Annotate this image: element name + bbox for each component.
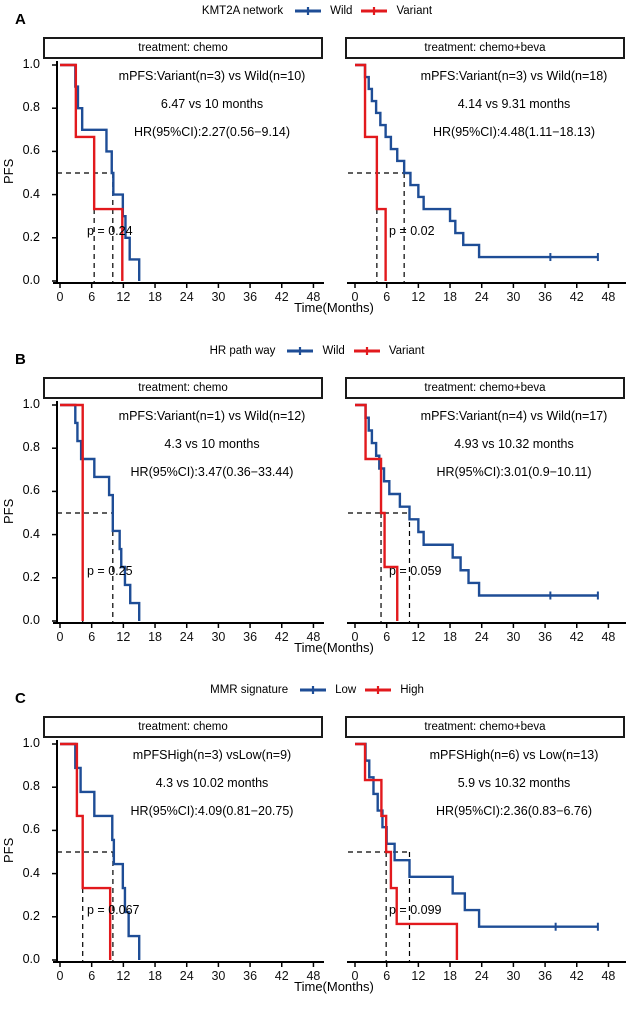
y-tick: 0.4 (22, 527, 40, 541)
svg-text:0: 0 (351, 969, 359, 983)
svg-text:18: 18 (443, 290, 457, 304)
annotation-line: mPFS:Variant(n=1) vs Wild(n=12) (118, 409, 306, 423)
annotation-block (403, 741, 625, 825)
svg-text:30: 30 (211, 290, 226, 304)
svg-text:18: 18 (443, 969, 457, 983)
legend-key-line-icon (352, 345, 382, 357)
annotation-block (101, 402, 323, 486)
x-axis-title: Time(Months) (294, 979, 374, 994)
svg-text:12: 12 (411, 290, 426, 304)
svg-text:12: 12 (116, 290, 131, 304)
svg-text:6: 6 (383, 969, 391, 983)
annotation-line: 4.3 vs 10 months (164, 437, 260, 451)
annotation-line: HR(95%CI):2.36(0.83−6.76) (436, 804, 592, 818)
svg-text:36: 36 (243, 969, 258, 983)
legend-label: High (400, 684, 424, 696)
p-value-label: p = 0.25 (87, 564, 133, 578)
annotation-block (403, 402, 625, 486)
svg-text:36: 36 (243, 630, 258, 644)
km-facet (345, 738, 627, 990)
legend-key-line-icon (293, 5, 323, 17)
legend-key-line-icon (359, 5, 389, 17)
y-tick: 0.8 (22, 440, 40, 454)
y-axis-title: PFS (1, 158, 16, 184)
legend-title: HR path way (209, 345, 276, 357)
y-tick: 0.0 (22, 273, 40, 287)
y-tick: 0.6 (22, 143, 40, 157)
annotation-line: HR(95%CI):4.48(1.11−18.13) (432, 125, 595, 139)
svg-text:18: 18 (148, 290, 162, 304)
y-tick: 1.0 (22, 736, 40, 750)
annotation-line: mPFS:Variant(n=3) vs Wild(n=10) (118, 69, 306, 83)
y-tick: 1.0 (22, 57, 40, 71)
svg-text:24: 24 (179, 630, 194, 644)
annotation-line: mPFS:Variant(n=3) vs Wild(n=18) (420, 69, 608, 83)
legend-key-line-icon (298, 684, 328, 696)
annotation-line: HR(95%CI):4.09(0.81−20.75) (130, 804, 294, 818)
annotation-line: 4.93 vs 10.32 months (454, 437, 574, 451)
svg-text:6: 6 (88, 290, 96, 304)
svg-text:36: 36 (538, 630, 553, 644)
y-tick: 0.0 (22, 952, 40, 966)
panel-b (0, 340, 634, 679)
svg-text:0: 0 (56, 630, 64, 644)
svg-text:24: 24 (474, 630, 489, 644)
km-facet (43, 738, 325, 990)
y-tick: 0.0 (22, 613, 40, 627)
annotation-line: 5.9 vs 10.32 months (457, 776, 571, 790)
facet-strip: treatment: chemo (43, 37, 323, 59)
svg-text:24: 24 (474, 969, 489, 983)
panel-a (0, 0, 634, 339)
annotation-line: HR(95%CI):3.01(0.9−10.11) (436, 465, 592, 479)
legend-c (0, 684, 634, 696)
svg-text:0: 0 (351, 630, 359, 644)
annotation-line: 4.14 vs 9.31 months (457, 97, 571, 111)
svg-text:6: 6 (88, 630, 96, 644)
p-value-label: p = 0.099 (389, 903, 442, 917)
legend-label: Variant (388, 345, 425, 357)
km-facet (43, 399, 325, 651)
y-tick: 0.4 (22, 866, 40, 880)
legend-key-line-icon (363, 684, 393, 696)
annotation-block (403, 62, 625, 146)
legend-title: MMR signature (210, 684, 289, 696)
y-tick: 0.2 (22, 909, 40, 923)
svg-text:12: 12 (116, 630, 131, 644)
panel-c (0, 679, 634, 1018)
facet-strip: treatment: chemo (43, 377, 323, 399)
annotation-line: 6.47 vs 10 months (160, 97, 264, 111)
y-tick: 0.8 (22, 779, 40, 793)
annotation-block (101, 62, 323, 146)
y-tick: 0.2 (22, 230, 40, 244)
svg-text:24: 24 (179, 290, 194, 304)
y-tick: 0.8 (22, 100, 40, 114)
svg-text:42: 42 (569, 630, 584, 644)
svg-text:24: 24 (474, 290, 489, 304)
annotation-line: mPFSHigh(n=6) vs Low(n=13) (429, 748, 599, 762)
km-facet (345, 399, 627, 651)
p-value-label: p = 0.24 (87, 224, 133, 238)
svg-text:6: 6 (383, 290, 391, 304)
panel-letter: A (15, 11, 26, 28)
svg-text:36: 36 (243, 290, 258, 304)
km-facet (43, 59, 325, 311)
svg-text:36: 36 (538, 290, 553, 304)
y-axis-title: PFS (1, 837, 16, 863)
svg-text:12: 12 (411, 969, 426, 983)
svg-text:0: 0 (351, 290, 359, 304)
svg-text:48: 48 (306, 630, 321, 644)
svg-text:30: 30 (506, 290, 521, 304)
facet-strip: treatment: chemo (43, 716, 323, 738)
p-value-label: p = 0.02 (389, 224, 435, 238)
y-tick: 0.6 (22, 822, 40, 836)
svg-text:24: 24 (179, 969, 194, 983)
legend-label: Wild (330, 5, 353, 17)
svg-text:12: 12 (411, 630, 426, 644)
svg-text:48: 48 (601, 969, 616, 983)
svg-text:30: 30 (506, 969, 521, 983)
legend-label: Variant (396, 5, 433, 17)
svg-text:6: 6 (88, 969, 96, 983)
y-tick: 0.6 (22, 483, 40, 497)
svg-text:12: 12 (116, 969, 131, 983)
annotation-block (101, 741, 323, 825)
y-tick: 0.2 (22, 570, 40, 584)
legend-label: Low (335, 684, 357, 696)
panel-letter: C (15, 690, 26, 707)
annotation-line: mPFS:Variant(n=4) vs Wild(n=17) (420, 409, 608, 423)
svg-text:30: 30 (211, 630, 226, 644)
x-axis-title: Time(Months) (294, 640, 374, 655)
facet-strip: treatment: chemo+beva (345, 716, 625, 738)
annotation-line: mPFSHigh(n=3) vsLow(n=9) (132, 748, 292, 762)
svg-text:30: 30 (211, 969, 226, 983)
km-facet (345, 59, 627, 311)
svg-text:30: 30 (506, 630, 521, 644)
x-axis-title: Time(Months) (294, 300, 374, 315)
svg-text:48: 48 (601, 290, 616, 304)
facet-strip: treatment: chemo+beva (345, 377, 625, 399)
svg-text:42: 42 (274, 290, 289, 304)
svg-text:18: 18 (443, 630, 457, 644)
annotation-line: 4.3 vs 10.02 months (155, 776, 269, 790)
legend-title: KMT2A network (201, 5, 284, 17)
annotation-line: HR(95%CI):2.27(0.56−9.14) (134, 125, 290, 139)
legend-b (0, 345, 634, 357)
y-axis-title: PFS (1, 498, 16, 524)
svg-text:6: 6 (383, 630, 391, 644)
svg-text:36: 36 (538, 969, 553, 983)
legend-key-line-icon (285, 345, 315, 357)
svg-text:18: 18 (148, 969, 162, 983)
legend-a (0, 5, 634, 17)
svg-text:42: 42 (569, 290, 584, 304)
svg-text:48: 48 (601, 630, 616, 644)
svg-text:48: 48 (306, 969, 321, 983)
svg-text:42: 42 (274, 969, 289, 983)
annotation-line: HR(95%CI):3.47(0.36−33.44) (130, 465, 294, 479)
legend-label: Wild (322, 345, 345, 357)
svg-text:0: 0 (56, 290, 64, 304)
panel-letter: B (15, 351, 26, 368)
svg-text:18: 18 (148, 630, 162, 644)
facet-strip: treatment: chemo+beva (345, 37, 625, 59)
y-tick: 1.0 (22, 397, 40, 411)
y-tick: 0.4 (22, 187, 40, 201)
svg-text:0: 0 (56, 969, 64, 983)
svg-text:42: 42 (274, 630, 289, 644)
p-value-label: p = 0.059 (389, 564, 442, 578)
svg-text:42: 42 (569, 969, 584, 983)
svg-text:48: 48 (306, 290, 321, 304)
p-value-label: p = 0.067 (87, 903, 140, 917)
